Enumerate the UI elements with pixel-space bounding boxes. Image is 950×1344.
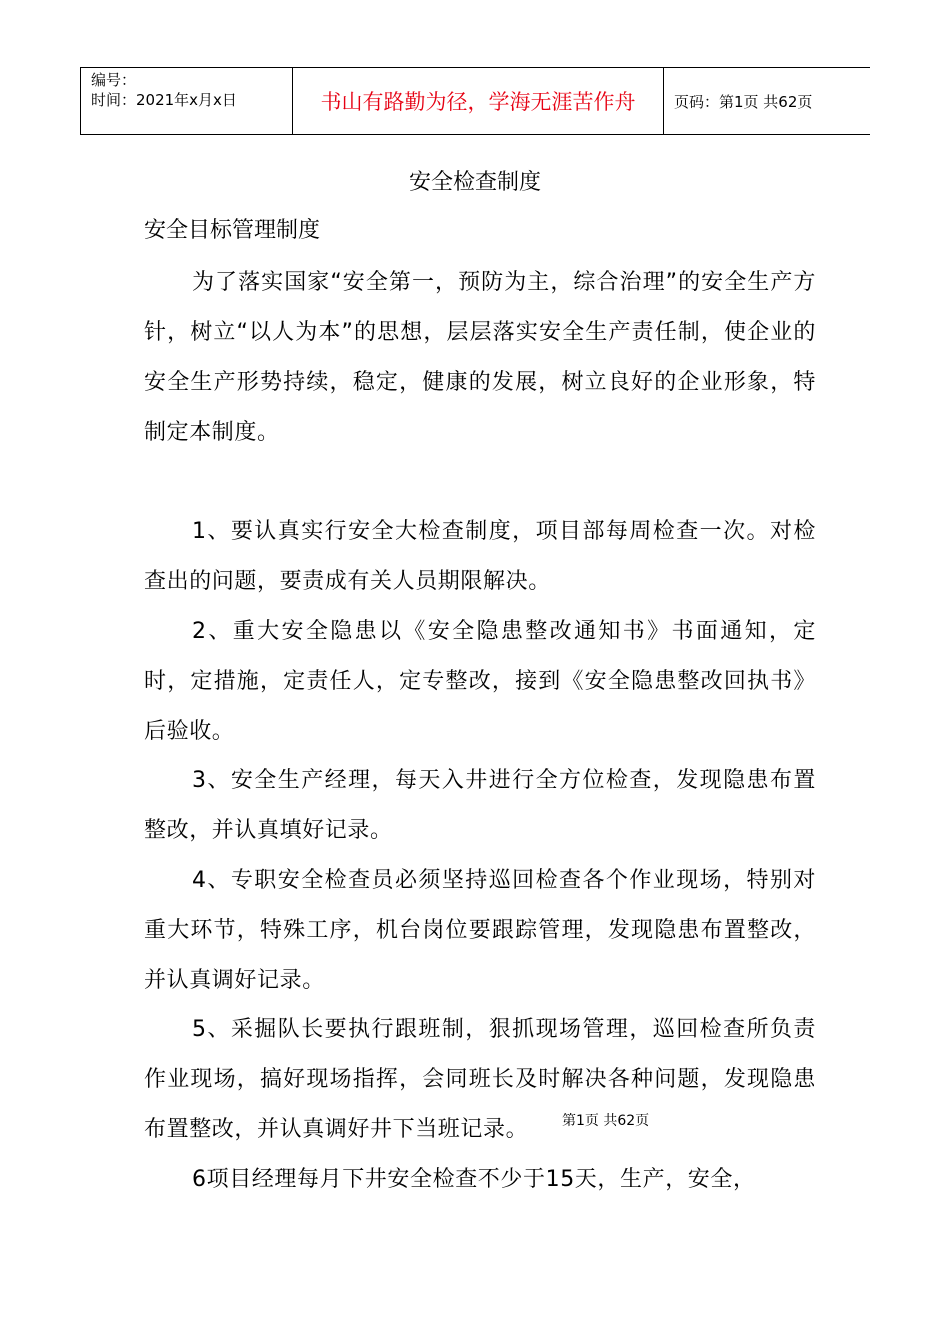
paragraph-intro: 为了落实国家“安全第一，预防为主，综合治理”的安全生产方针，树立“以人为本”的思想，层层落实安全生产责任制，使企业的安全生产形势持续，稳定，健康的发展，树立良好的企业形象，特制定本制度。 [144,270,816,445]
paragraph-item-3: 3、安全生产经理，每天入井进行全方位检查，发现隐患布置整改，并认真填好记录。 [144,768,816,843]
paragraph-item-4: 4、专职安全检查员必须坚持巡回检查各个作业现场，特别对重大环节，特殊工序，机台岗位要跟踪管理，发现隐患布置整改，并认真调好记录。 [144,868,816,993]
header-page-info: 页码：第1页 共62页 [664,68,871,135]
serial-number-label: 编号： [91,71,137,89]
paragraph-item-2: 2、重大安全隐患以《安全隐患整改通知书》书面通知，定时，定措施，定责任人，定专整改，接到《安全隐患整改回执书》后验收。 [144,619,816,744]
document-title: 安全检查制度 [408,170,541,195]
header-meta-cell [81,68,293,135]
paragraph-item-1: 1、要认真实行安全大检查制度，项目部每周检查一次。对检查出的问题，要责成有关人员期限解决。 [144,519,816,594]
paragraph-item-6: 6项目经理每月下井安全检查不少于15天，生产，安全， [192,1167,756,1192]
date-label: 时间：2021年x月x日 [91,91,237,109]
document-subtitle: 安全目标管理制度 [144,218,321,243]
paragraph-item-5: 5、采掘队长要执行跟班制，狠抓现场管理，巡回检查所负责作业现场，搞好现场指挥，会同班长及时解决各种问题，发现隐患布置整改，并认真调好井下当班记录。 [144,1017,816,1142]
header-motto: 书山有路勤为径，学海无涯苦作舟 [293,68,664,135]
page-footer: 第1页 共62页 [562,1113,650,1129]
document-header [80,67,870,135]
